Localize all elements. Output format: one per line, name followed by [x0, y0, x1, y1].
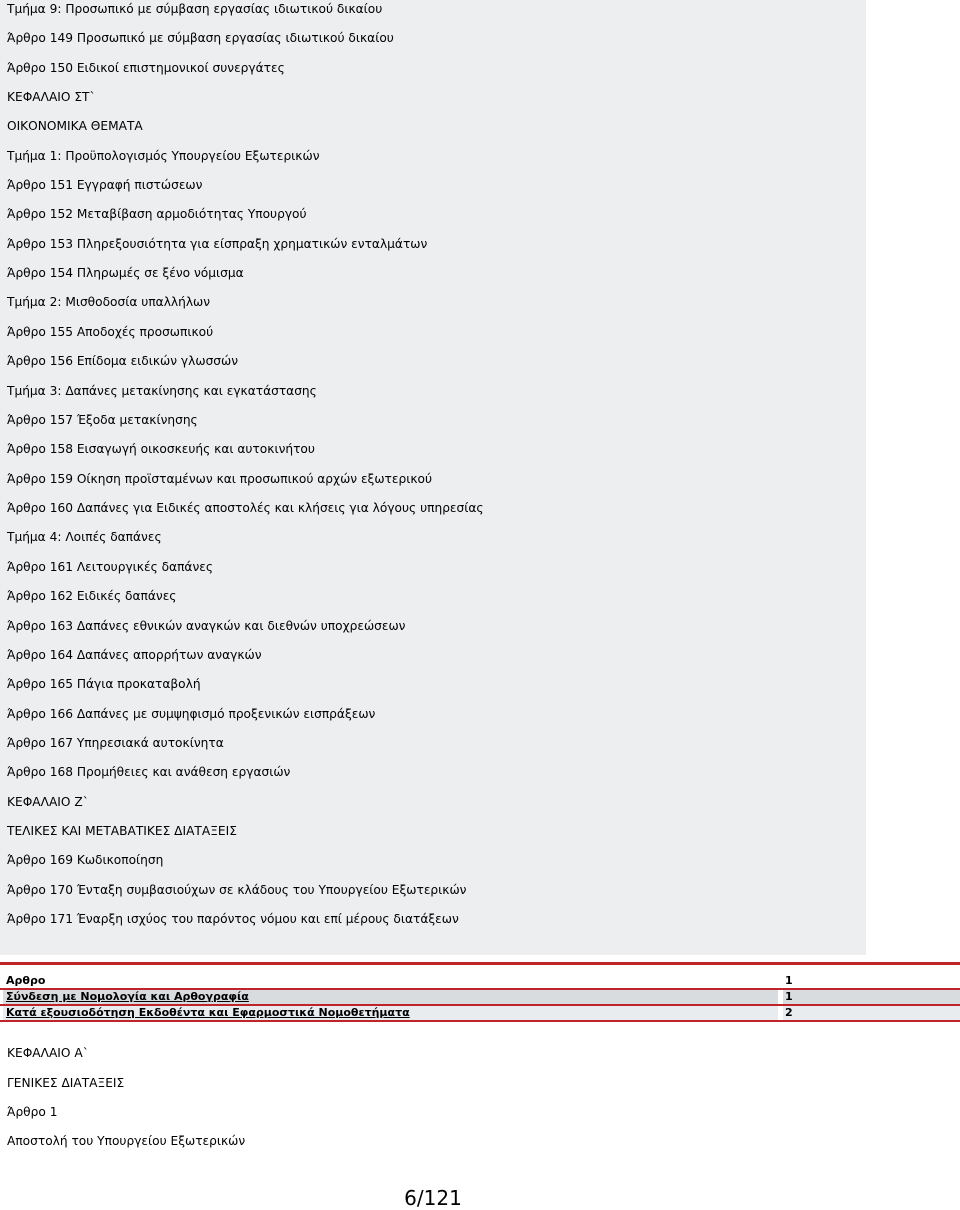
toc-item[interactable]: Άρθρο 159 Οίκηση προϊσταμένων και προσωπικού αρχών εξωτερικού	[7, 472, 433, 486]
toc-item[interactable]: Άρθρο 152 Μεταβίβαση αρμοδιότητας Υπουργού	[7, 207, 307, 221]
toc-item[interactable]: ΚΕΦΑΛΑΙΟ Ζ`	[7, 795, 89, 809]
toc-item[interactable]: Άρθρο 153 Πληρεξουσιότητα για είσπραξη χρηματικών ενταλμάτων	[7, 237, 428, 251]
toc-item[interactable]: Τμήμα 3: Δαπάνες μετακίνησης και εγκατάστασης	[7, 384, 317, 398]
toc-item[interactable]: ΚΕΦΑΛΑΙΟ ΣΤ`	[7, 90, 96, 104]
toc-item[interactable]: Άρθρο 154 Πληρωμές σε ξένο νόμισμα	[7, 266, 244, 280]
toc-item[interactable]: Άρθρο 169 Κωδικοποίηση	[7, 853, 164, 867]
toc-item[interactable]: Άρθρο 150 Ειδικοί επιστημονικοί συνεργάτες	[7, 61, 285, 75]
toc-item[interactable]: Τμήμα 4: Λοιπές δαπάνες	[7, 530, 162, 544]
toc-item[interactable]: Άρθρο 171 Έναρξη ισχύος του παρόντος νόμου και επί μέρους διατάξεων	[7, 912, 459, 926]
toc-item[interactable]: ΤΕΛΙΚΕΣ ΚΑΙ ΜΕΤΑΒΑΤΙΚΕΣ ΔΙΑΤΑΞΕΙΣ	[7, 824, 237, 838]
toc-item[interactable]: Άρθρο 166 Δαπάνες με συμψηφισμό προξενικών εισπράξεων	[7, 707, 376, 721]
toc-item[interactable]: Άρθρο 162 Ειδικές δαπάνες	[7, 589, 177, 603]
article-heading: Άρθρο 1	[7, 1105, 58, 1119]
toc-item[interactable]: Άρθρο 168 Προμήθειες και ανάθεση εργασιών	[7, 765, 291, 779]
chapter-heading: ΚΕΦΑΛΑΙΟ Α`	[7, 1046, 89, 1060]
meta-row-case-law[interactable]	[3, 990, 960, 1004]
meta-row-delegated-acts[interactable]	[3, 1006, 960, 1020]
toc-item[interactable]: Άρθρο 160 Δαπάνες για Ειδικές αποστολές και κλήσεις για λόγους υπηρεσίας	[7, 501, 484, 515]
toc-item[interactable]: Άρθρο 170 Ένταξη συμβασιούχων σε κλάδους του Υπουργείου Εξωτερικών	[7, 883, 467, 897]
page-number: 6/121	[404, 1186, 462, 1210]
case-law-link[interactable]: Σύνδεση με Νομολογία και Αρθογραφία	[3, 990, 778, 1004]
toc-item[interactable]: Άρθρο 156 Επίδομα ειδικών γλωσσών	[7, 354, 239, 368]
meta-row-divider	[0, 1020, 960, 1022]
toc-item[interactable]: Άρθρο 151 Εγγραφή πιστώσεων	[7, 178, 203, 192]
article-title: Αποστολή του Υπουργείου Εξωτερικών	[7, 1134, 246, 1148]
meta-value: 1	[783, 974, 960, 988]
toc-item[interactable]: Άρθρο 161 Λειτουργικές δαπάνες	[7, 560, 214, 574]
accent-divider	[0, 962, 960, 965]
toc-item[interactable]: Τμήμα 9: Προσωπικό με σύμβαση εργασίας ιδιωτικού δικαίου	[7, 2, 383, 16]
toc-item[interactable]: Άρθρο 167 Υπηρεσιακά αυτοκίνητα	[7, 736, 224, 750]
toc-item[interactable]: Τμήμα 1: Προϋπολογισμός Υπουργείου Εξωτερικών	[7, 149, 320, 163]
toc-item[interactable]: Άρθρο 165 Πάγια προκαταβολή	[7, 677, 201, 691]
meta-label: Αρθρο	[3, 974, 778, 988]
toc-item[interactable]: Άρθρο 164 Δαπάνες απορρήτων αναγκών	[7, 648, 262, 662]
meta-value: 1	[783, 990, 960, 1004]
toc-item[interactable]: Άρθρο 157 Έξοδα μετακίνησης	[7, 413, 198, 427]
delegated-acts-link[interactable]: Κατά εξουσιοδότηση Εκδοθέντα και Εφαρμοστικά Νομοθετήματα	[3, 1006, 778, 1020]
toc-item[interactable]: ΟΙΚΟΝΟΜΙΚΑ ΘΕΜΑΤΑ	[7, 119, 143, 133]
toc-item[interactable]: Τμήμα 2: Μισθοδοσία υπαλλήλων	[7, 295, 211, 309]
toc-item[interactable]: Άρθρο 149 Προσωπικό με σύμβαση εργασίας ιδιωτικού δικαίου	[7, 31, 394, 45]
toc-item[interactable]: Άρθρο 163 Δαπάνες εθνικών αναγκών και διεθνών υποχρεώσεων	[7, 619, 406, 633]
chapter-title: ΓΕΝΙΚΕΣ ΔΙΑΤΑΞΕΙΣ	[7, 1076, 125, 1090]
meta-row-article	[3, 974, 960, 988]
meta-value: 2	[783, 1006, 960, 1020]
toc-item[interactable]: Άρθρο 155 Αποδοχές προσωπικού	[7, 325, 214, 339]
toc-item[interactable]: Άρθρο 158 Εισαγωγή οικοσκευής και αυτοκινήτου	[7, 442, 315, 456]
